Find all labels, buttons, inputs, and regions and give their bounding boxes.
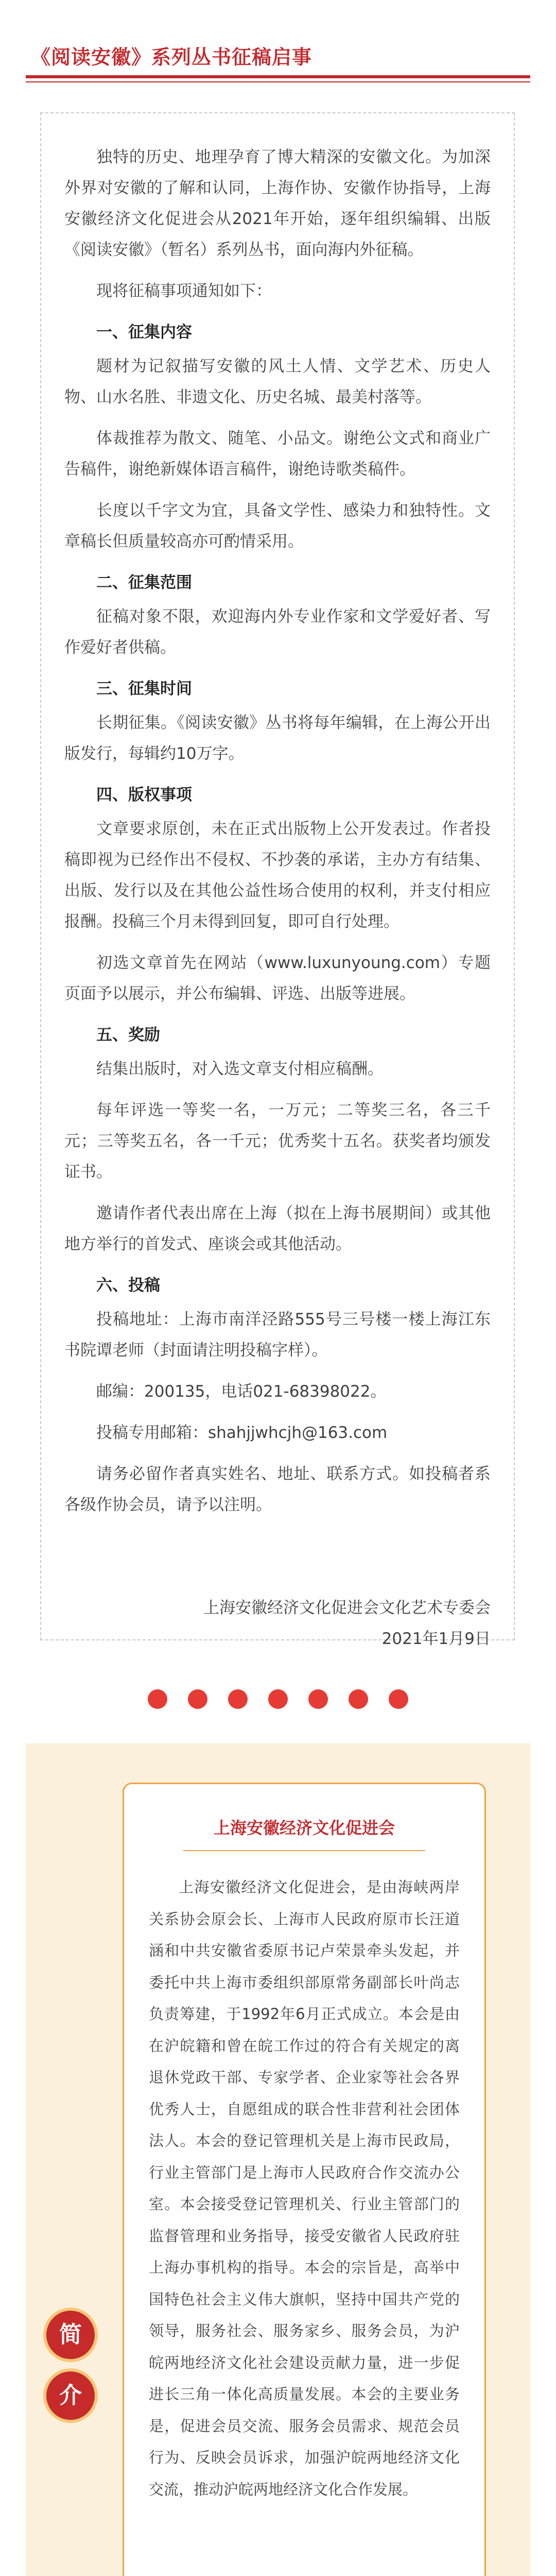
section-paragraph: 结集出版时，对入选文章支付相应稿酬。 [96, 1060, 384, 1078]
section-heading: 一、征集内容 [96, 323, 192, 342]
section-heading: 五、奖励 [96, 1026, 160, 1044]
postal-phone: 邮编：200135，电话021-68398022。 [96, 1382, 387, 1401]
decorative-dot [308, 1689, 328, 1709]
section-heading: 三、征集时间 [96, 680, 192, 698]
decorative-dots-row [0, 1681, 556, 1717]
submission-email[interactable]: 投稿专用邮箱：shahjjwhcjh@163.com [96, 1423, 388, 1442]
decorative-dot [228, 1689, 248, 1709]
intro-card-title: 上海安徽经济文化促进会 [213, 1818, 395, 1838]
intro-card [123, 1783, 486, 2576]
intro-paragraph: 独特的历史、地理孕育了博大精深的安徽文化。为加深外界对安徽的了解和认同，上海作协、安徽作协指导，上海安徽经济文化促进会从2021年开始，逐年组织编辑、出版《阅读安徽》（暂名）系列丛书，面向海内外征稿。 [64, 148, 491, 259]
section-paragraph: 文章要求原创，未在正式出版物上公开发表过。作者投稿即视为已经作出不侵权、不抄袭的承诺，主办方有结集、出版、发行以及在其他公益性场合使用的权利，并支付相应报酬。投稿三个月未得到回复，即可自行处理。 [64, 820, 491, 931]
intro-section [26, 1743, 530, 2576]
section-heading: 二、征集范围 [96, 573, 192, 592]
signature-date: 2021年1月9日 [381, 1630, 491, 1648]
intro-badge: 介 [43, 2368, 98, 2423]
intro-card-body: 上海安徽经济文化促进会，是由海峡两岸关系协会原会长、上海市人民政府原市长汪道涵和中共安徽省委原书记卢荣景牵头发起，并委托中共上海市委组织部原常务副部长叶尚志负责筹建，于1992年6月正式成立。本会是由在沪皖籍和曾在皖工作过的符合有关规定的离退休党政干部、专家学者、企业家等社会各界优秀人士，自愿组成的联合性非营利社会团体法人。本会的登记管理机关是上海市民政局，行业主管部门是上海市人民政府合作交流办公室。本会接受登记管理机关、行业主管部门的监督管理和业务指导，接受安徽省人民政府驻上海办事机构的指导。本会的宗旨是，高举中国特色社会主义伟大旗帜，坚持中国共产党的领导，服务社会、服务家乡、服务会员，为沪皖两地经济文化社会建设贡献力量，进一步促进长三角一体化高质量发展。本会的主要业务是，促进会员交流、服务会员需求、规范会员行为、反映会员诉求，加强沪皖两地经济文化交流，推动沪皖两地经济文化合作发展。 [149, 1878, 460, 2498]
signature-organization: 上海安徽经济文化促进会文化艺术专委会 [203, 1599, 491, 1617]
page-header [0, 0, 556, 88]
decorative-dot [389, 1689, 408, 1709]
submission-note: 请务必留作者真实姓名、地址、联系方式。如投稿者系各级作协会员，请予以注明。 [64, 1465, 491, 1514]
section-paragraph: 征稿对象不限，欢迎海内外专业作家和文学爱好者、写作爱好者供稿。 [64, 607, 491, 657]
title-underline-thick [26, 75, 530, 78]
intro-badges [43, 2308, 104, 2429]
submission-address: 投稿地址：上海市南洋泾路555号三号楼一楼上海江东书院谭老师（封面请注明投稿字样）。 [64, 1310, 491, 1360]
section-paragraph: 初选文章首先在网站（www.luxunyoung.com）专题页面予以展示，并公布编辑、评选、出版等进展。 [64, 954, 491, 1003]
intro-card-divider [183, 1850, 425, 1851]
notice-box [40, 112, 515, 1648]
section-paragraph: 题材为记叙描写安徽的风土人情、文学艺术、历史人物、山水名胜、非遗文化、历史名城、最美村落等。 [64, 357, 491, 406]
intro-badge: 简 [43, 2308, 98, 2362]
signature-block [64, 1592, 491, 1654]
decorative-dot [148, 1689, 167, 1709]
page-title: 《阅读安徽》系列丛书征稿启事 [31, 46, 312, 69]
section-heading: 四、版权事项 [96, 786, 192, 804]
section-paragraph: 长期征集。《阅读安徽》丛书将每年编辑，在上海公开出版发行，每辑约10万字。 [64, 714, 491, 763]
section-paragraph: 邀请作者代表出席在上海（拟在上海书展期间）或其他地方举行的首发式、座谈会或其他活动。 [64, 1204, 491, 1253]
section-paragraph: 长度以千字文为宜，具备文学性、感染力和独特性。文章稿长但质量较高亦可酌情采用。 [64, 501, 491, 551]
decorative-dot [188, 1689, 207, 1709]
section-paragraph: 体裁推荐为散文、随笔、小品文。谢绝公文式和商业广告稿件，谢绝新媒体语言稿件，谢绝诗歌类稿件。 [64, 429, 491, 479]
section-paragraph: 每年评选一等奖一名，一万元；二等奖三名，各三千元；三等奖五名，各一千元；优秀奖十五名。获奖者均颁发证书。 [64, 1101, 491, 1181]
title-underline-thin [26, 81, 530, 82]
section-heading: 六、投稿 [96, 1276, 160, 1295]
intro-paragraph: 现将征稿事项通知如下： [96, 282, 272, 300]
decorative-dot [349, 1689, 368, 1709]
decorative-dot [268, 1689, 288, 1709]
notice-content [64, 142, 491, 1654]
